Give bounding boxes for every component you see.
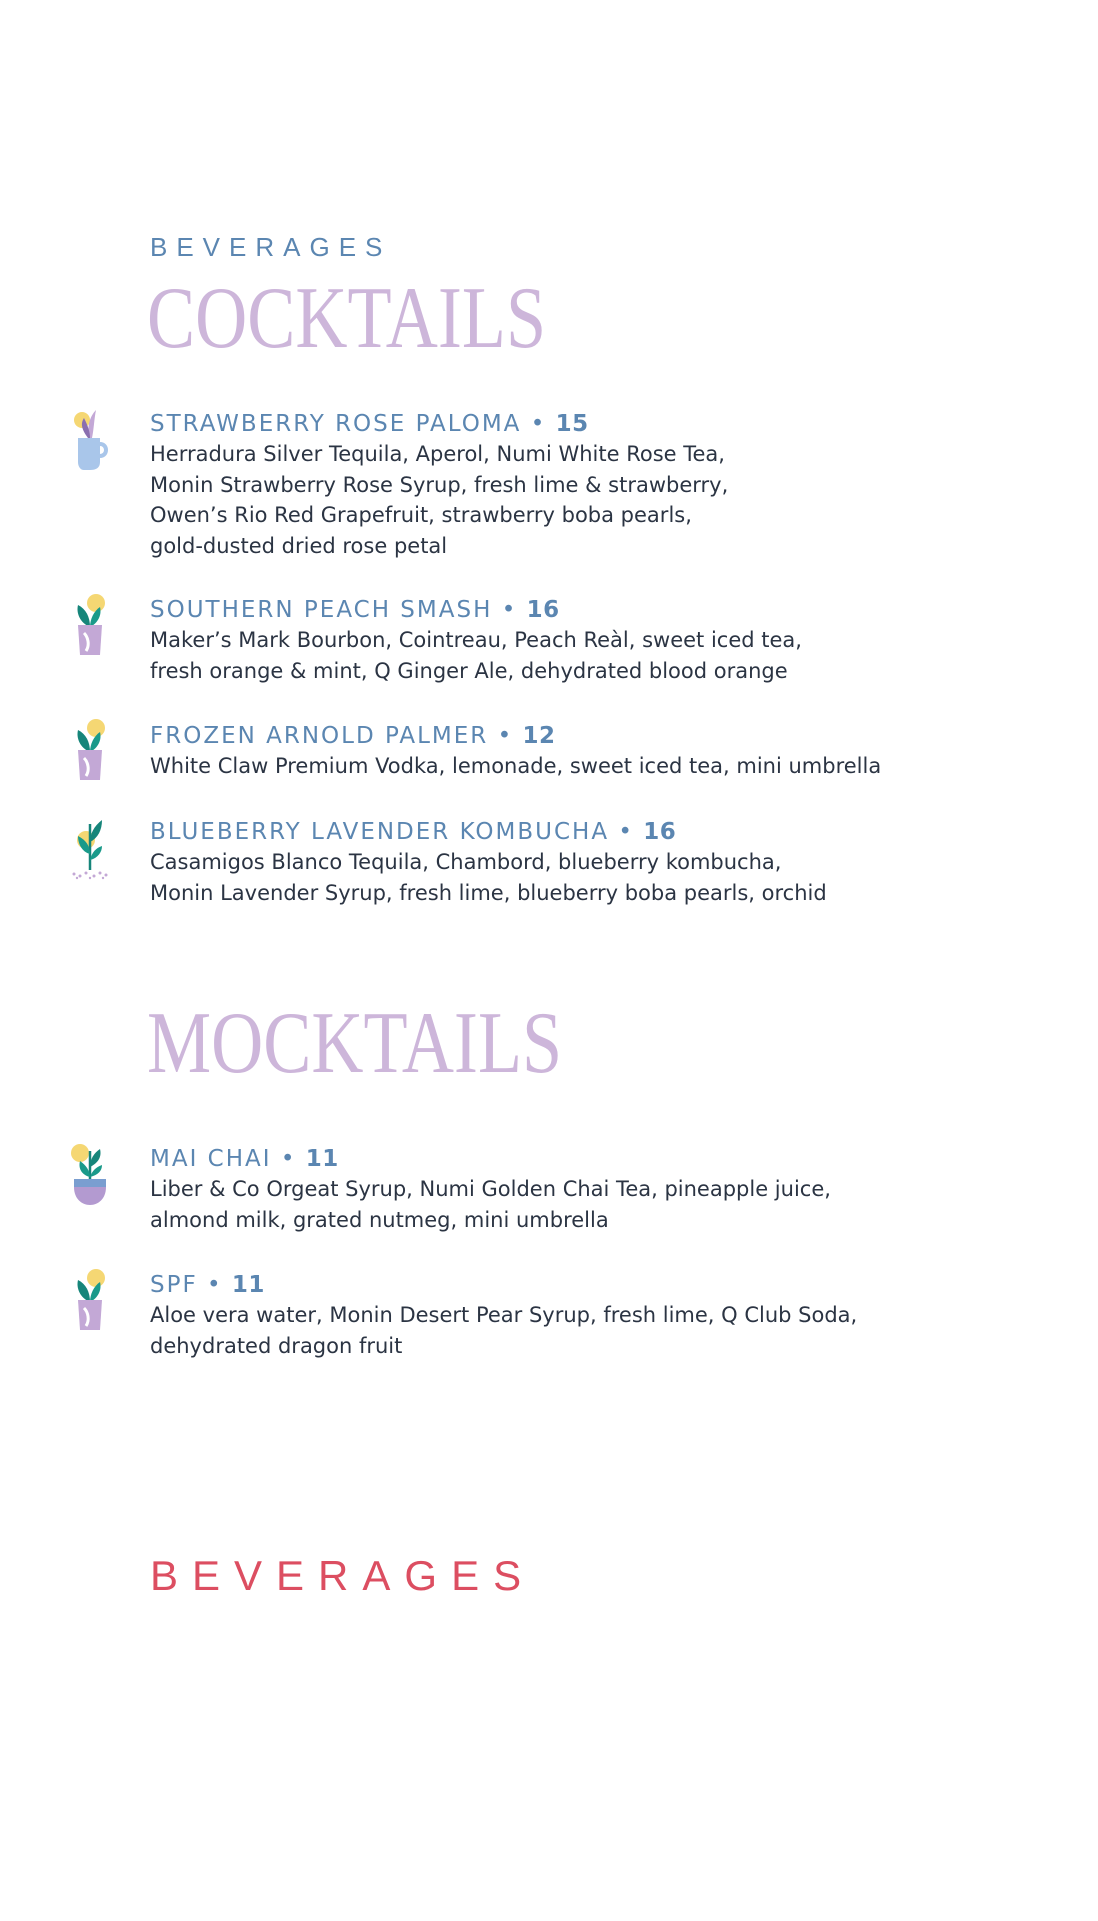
item-title: SPF • 11 xyxy=(150,1272,265,1298)
item-title: MAI CHAI • 11 xyxy=(150,1146,339,1172)
description-line: Owen’s Rio Red Grapefruit, strawberry boba pearls, xyxy=(150,503,692,527)
potted-plant-icon xyxy=(68,593,112,657)
menu-item xyxy=(150,817,1050,908)
description-line: Herradura Silver Tequila, Aperol, Numi White Rose Tea, xyxy=(150,442,725,466)
description-line: Liber & Co Orgeat Syrup, Numi Golden Chai Tea, pineapple juice, xyxy=(150,1177,831,1201)
item-description xyxy=(150,847,1050,908)
menu-item xyxy=(150,409,1050,561)
menu-item xyxy=(150,1270,1050,1361)
item-title: SOUTHERN PEACH SMASH • 16 xyxy=(150,597,560,623)
menu-item xyxy=(150,595,1050,686)
item-price: 16 xyxy=(526,597,560,623)
description-line: dehydrated dragon fruit xyxy=(150,1333,403,1358)
description-line: Monin Lavender Syrup, fresh lime, blueberry boba pearls, orchid xyxy=(150,880,827,905)
item-name: MAI CHAI xyxy=(150,1146,272,1172)
potted-plant-icon xyxy=(68,718,112,782)
item-description xyxy=(150,625,1050,686)
mocktails-heading: MOCKTAILS xyxy=(147,995,563,1092)
description-line: White Claw Premium Vodka, lemonade, sweet iced tea, mini umbrella xyxy=(150,754,882,778)
item-title: FROZEN ARNOLD PALMER • 12 xyxy=(150,723,556,749)
item-name: BLUEBERRY LAVENDER KOMBUCHA xyxy=(150,819,610,845)
item-name: STRAWBERRY ROSE PALOMA xyxy=(150,411,522,437)
section-eyebrow: BEVERAGES xyxy=(150,232,392,262)
menu-item xyxy=(150,1144,1050,1235)
item-price: 15 xyxy=(555,411,589,437)
description-line: Aloe vera water, Monin Desert Pear Syrup, fresh lime, Q Club Soda, xyxy=(150,1303,858,1327)
description-line: Casamigos Blanco Tequila, Chambord, blueberry kombucha, xyxy=(150,850,782,874)
item-price: 12 xyxy=(522,723,556,749)
item-name: FROZEN ARNOLD PALMER xyxy=(150,723,489,749)
item-description xyxy=(150,1300,1050,1361)
cocktails-heading: COCKTAILS xyxy=(147,270,547,367)
item-price: 11 xyxy=(305,1146,339,1172)
item-description xyxy=(150,439,1050,561)
description-line: almond milk, grated nutmeg, mini umbrella xyxy=(150,1207,609,1232)
bowl-plant-icon xyxy=(68,1143,112,1207)
description-line: Monin Strawberry Rose Syrup, fresh lime & strawberry, xyxy=(150,472,729,497)
item-name: SOUTHERN PEACH SMASH xyxy=(150,597,493,623)
description-line: Maker’s Mark Bourbon, Cointreau, Peach Reàl, sweet iced tea, xyxy=(150,628,802,652)
potted-plant-icon xyxy=(68,1268,112,1332)
item-title: BLUEBERRY LAVENDER KOMBUCHA • 16 xyxy=(150,819,677,845)
item-description xyxy=(150,1174,1050,1235)
footer-heading: BEVERAGES xyxy=(150,1552,536,1599)
item-price: 11 xyxy=(231,1272,265,1298)
sprout-icon xyxy=(68,812,112,880)
item-name: SPF xyxy=(150,1272,198,1298)
menu-item xyxy=(150,721,1050,782)
description-line: fresh orange & mint, Q Ginger Ale, dehydrated blood orange xyxy=(150,658,788,683)
pitcher-flower-icon xyxy=(68,408,112,472)
item-title: STRAWBERRY ROSE PALOMA • 15 xyxy=(150,411,589,437)
item-description xyxy=(150,751,1050,782)
description-line: gold-dusted dried rose petal xyxy=(150,533,448,558)
item-price: 16 xyxy=(643,819,677,845)
